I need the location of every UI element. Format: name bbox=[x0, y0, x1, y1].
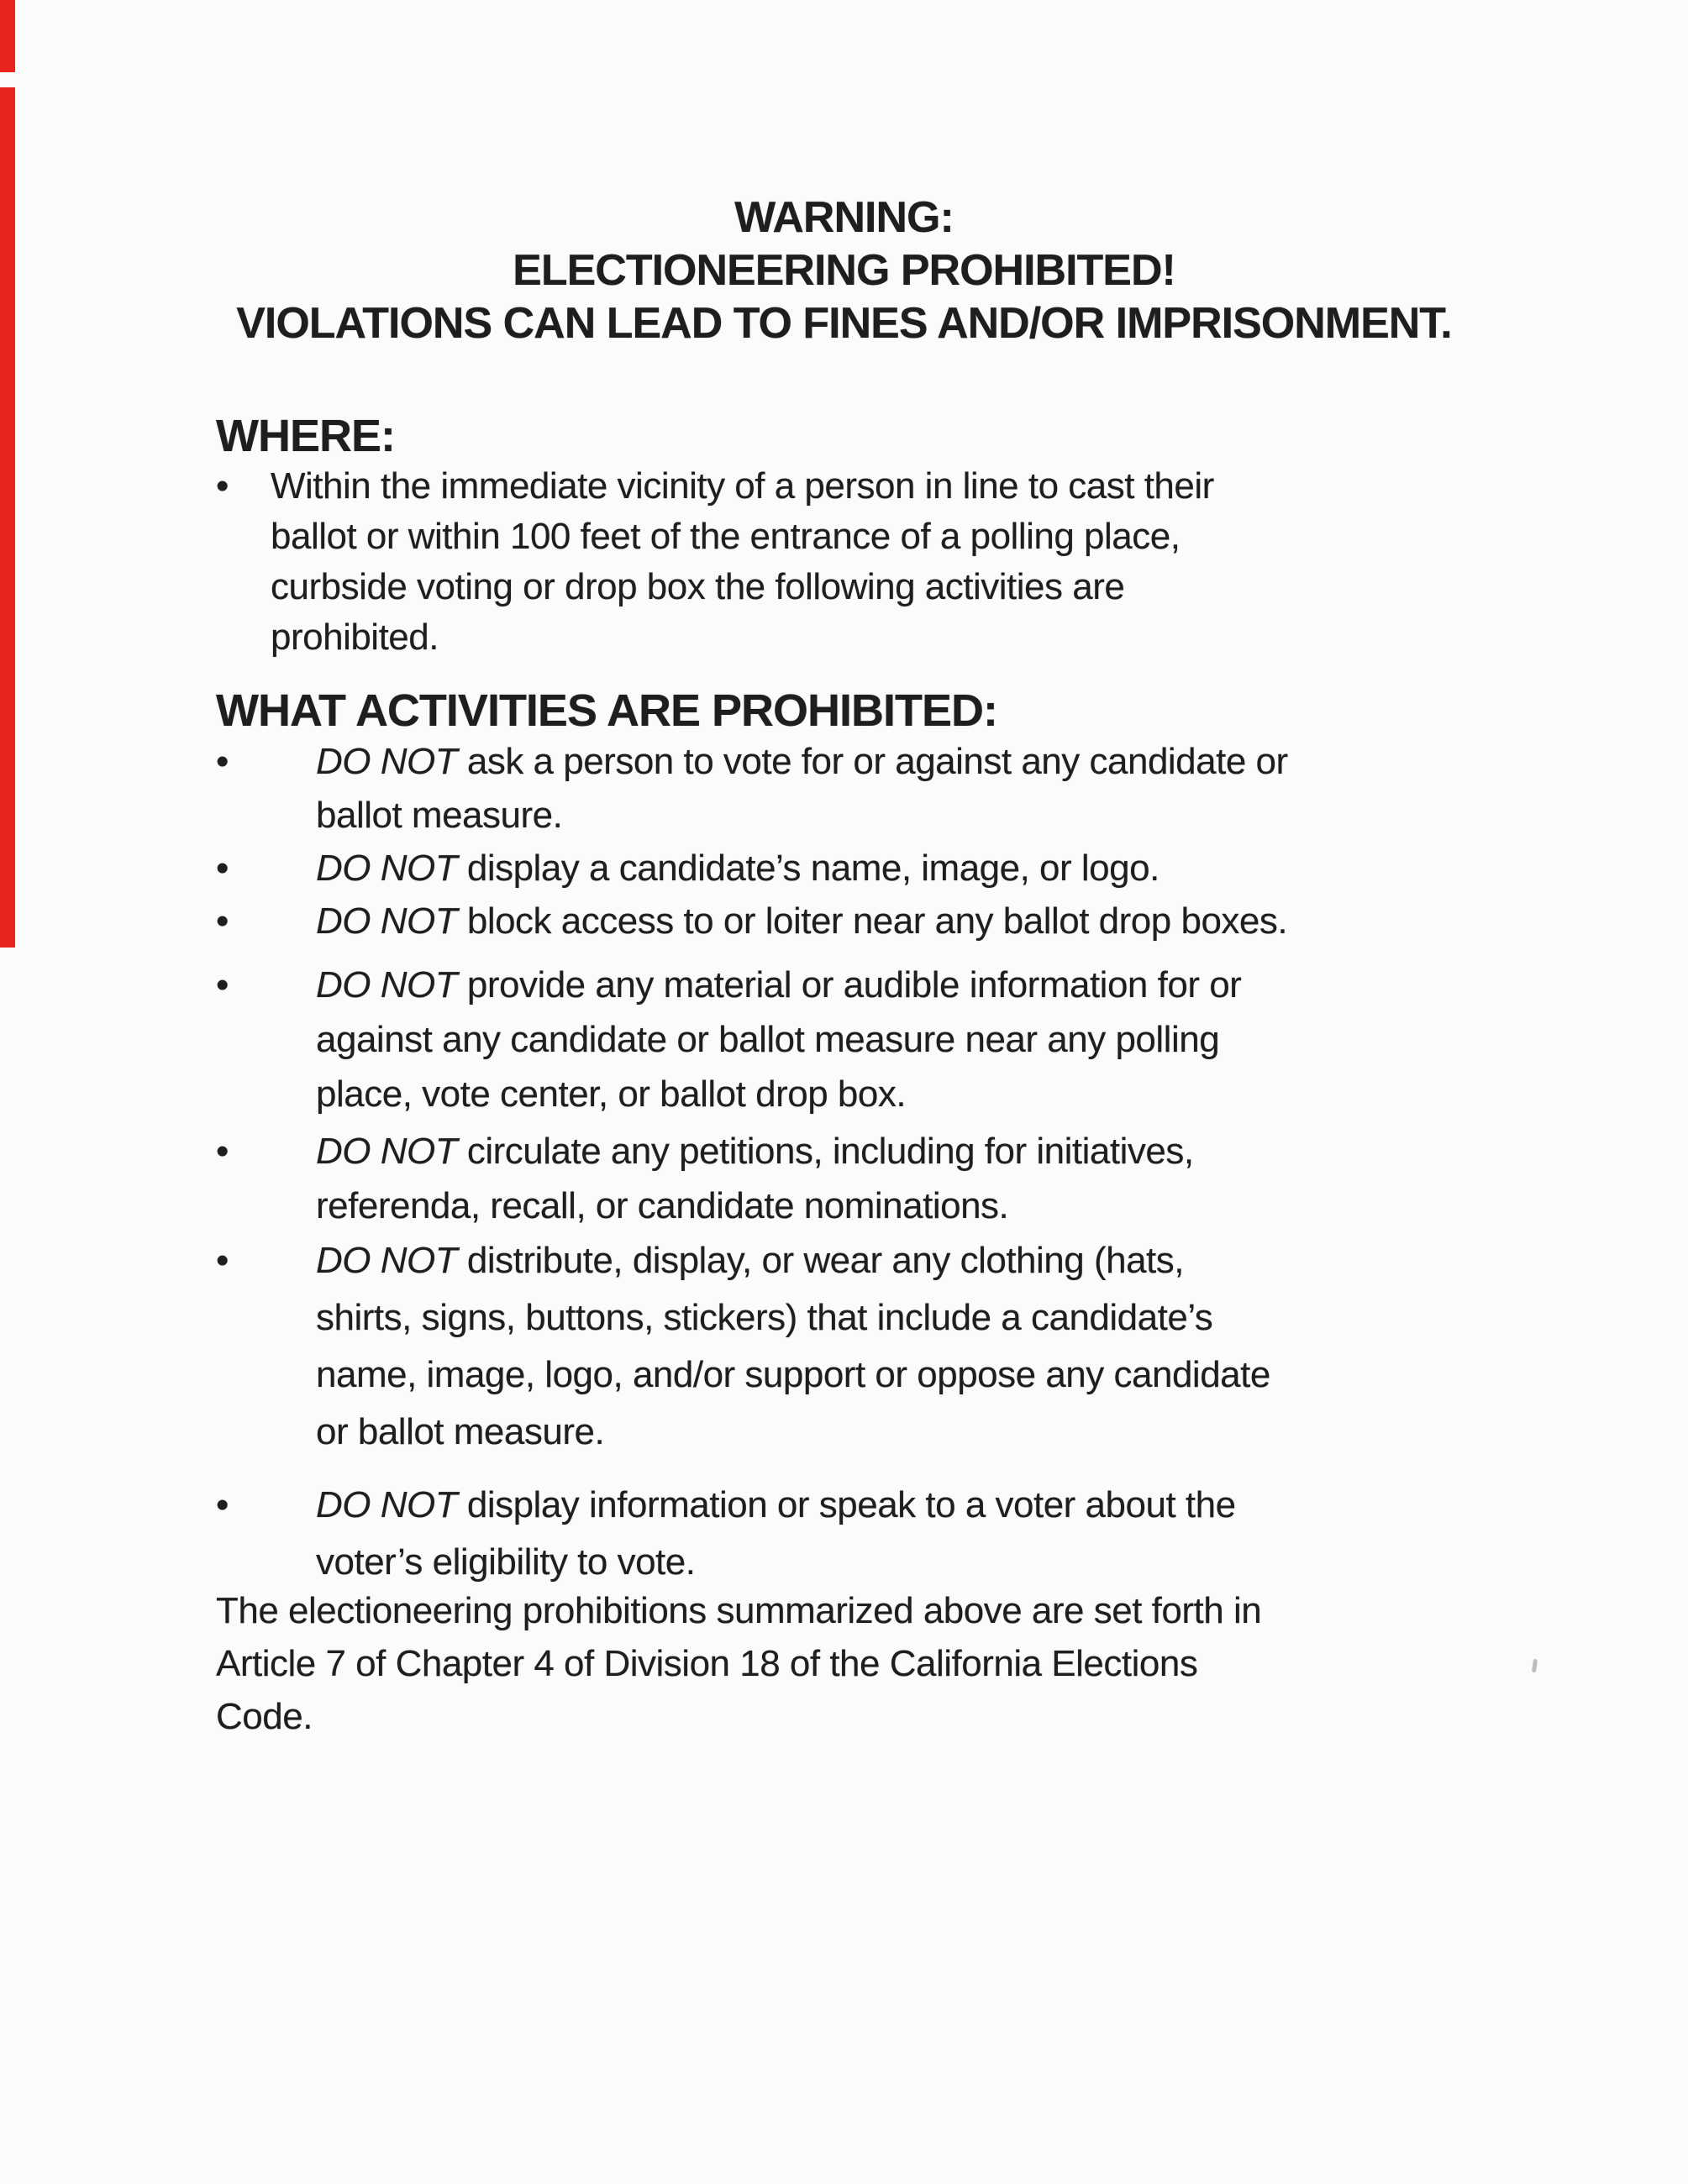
item-text bbox=[316, 958, 1241, 1121]
item-text bbox=[316, 842, 1160, 895]
body-text: ask a person to vote for or against any candidate or bbox=[466, 741, 1288, 782]
item-text bbox=[316, 735, 1288, 843]
body-text: provide any material or audible information for or bbox=[466, 964, 1242, 1005]
prohibited-list-item bbox=[216, 958, 1241, 1121]
footer-line-1: The electioneering prohibitions summarized above are set forth in bbox=[216, 1590, 1262, 1631]
body-line: curbside voting or drop box the following activities are bbox=[271, 566, 1125, 607]
body-line bbox=[316, 842, 1160, 895]
footer-line-2: Article 7 of Chapter 4 of Division 18 of the California Elections bbox=[216, 1643, 1198, 1684]
legal-reference-paragraph bbox=[216, 1584, 1261, 1743]
prohibited-list-item bbox=[216, 1232, 1270, 1461]
item-text bbox=[316, 895, 1287, 948]
where-heading: WHERE: bbox=[216, 411, 395, 461]
prohibited-list-item bbox=[216, 1124, 1194, 1233]
scan-artifact bbox=[1532, 1659, 1538, 1673]
body-line: referenda, recall, or candidate nominations. bbox=[316, 1185, 1009, 1226]
bullet-icon: • bbox=[216, 848, 229, 889]
prohibited-list-item bbox=[216, 895, 1287, 948]
bullet-icon: • bbox=[216, 1484, 229, 1525]
red-edge-mark-top bbox=[0, 0, 15, 72]
body-line: prohibited. bbox=[271, 617, 439, 658]
do-not-emphasis: DO NOT bbox=[316, 964, 458, 1005]
body-line bbox=[316, 1124, 1194, 1179]
header-line-2: ELECTIONEERING PROHIBITED! bbox=[513, 246, 1175, 295]
body-line bbox=[316, 1477, 1236, 1534]
where-item-text bbox=[271, 461, 1214, 663]
warning-header bbox=[0, 192, 1688, 350]
body-line: ballot measure. bbox=[316, 795, 563, 836]
body-text: circulate any petitions, including for initiatives, bbox=[466, 1131, 1194, 1172]
bullet-icon: • bbox=[216, 741, 229, 782]
bullet-icon: • bbox=[216, 900, 229, 942]
bullet-icon: • bbox=[216, 1240, 229, 1281]
footer-line-3: Code. bbox=[216, 1696, 313, 1737]
body-line: ballot or within 100 feet of the entrance of a polling place, bbox=[271, 516, 1181, 557]
body-line: against any candidate or ballot measure near any polling bbox=[316, 1019, 1220, 1060]
where-list-item bbox=[216, 461, 1214, 663]
bullet-icon: • bbox=[216, 964, 229, 1005]
body-text: display a candidate’s name, image, or logo. bbox=[466, 848, 1160, 889]
do-not-emphasis: DO NOT bbox=[316, 1131, 458, 1172]
body-line: Within the immediate vicinity of a person in line to cast their bbox=[271, 465, 1214, 507]
body-line: place, vote center, or ballot drop box. bbox=[316, 1074, 907, 1115]
body-line bbox=[316, 895, 1287, 948]
header-line-1: WARNING: bbox=[734, 193, 954, 242]
prohibited-list-item bbox=[216, 842, 1160, 895]
prohibited-list-item bbox=[216, 1477, 1236, 1591]
prohibited-list-item bbox=[216, 735, 1288, 843]
do-not-emphasis: DO NOT bbox=[316, 900, 458, 942]
body-text: block access to or loiter near any ballot drop boxes. bbox=[466, 900, 1288, 942]
body-line: voter’s eligibility to vote. bbox=[316, 1541, 696, 1583]
do-not-emphasis: DO NOT bbox=[316, 848, 458, 889]
item-text bbox=[316, 1232, 1270, 1461]
prohibited-heading: WHAT ACTIVITIES ARE PROHIBITED: bbox=[216, 685, 997, 736]
do-not-emphasis: DO NOT bbox=[316, 1240, 458, 1281]
body-text: distribute, display, or wear any clothing (hats, bbox=[466, 1240, 1185, 1281]
do-not-emphasis: DO NOT bbox=[316, 741, 458, 782]
body-line: name, image, logo, and/or support or oppose any candidate bbox=[316, 1354, 1270, 1395]
body-line bbox=[316, 735, 1288, 789]
body-line: shirts, signs, buttons, stickers) that include a candidate’s bbox=[316, 1297, 1213, 1338]
bullet-icon: • bbox=[216, 465, 229, 507]
item-text bbox=[316, 1124, 1194, 1233]
body-line: or ballot measure. bbox=[316, 1411, 605, 1452]
body-text: display information or speak to a voter about the bbox=[466, 1484, 1236, 1525]
bullet-icon: • bbox=[216, 1131, 229, 1172]
item-text bbox=[316, 1477, 1236, 1591]
do-not-emphasis: DO NOT bbox=[316, 1484, 458, 1525]
header-line-3: VIOLATIONS CAN LEAD TO FINES AND/OR IMPRISONMENT. bbox=[236, 299, 1452, 348]
body-line bbox=[316, 958, 1241, 1012]
body-line bbox=[316, 1232, 1270, 1289]
